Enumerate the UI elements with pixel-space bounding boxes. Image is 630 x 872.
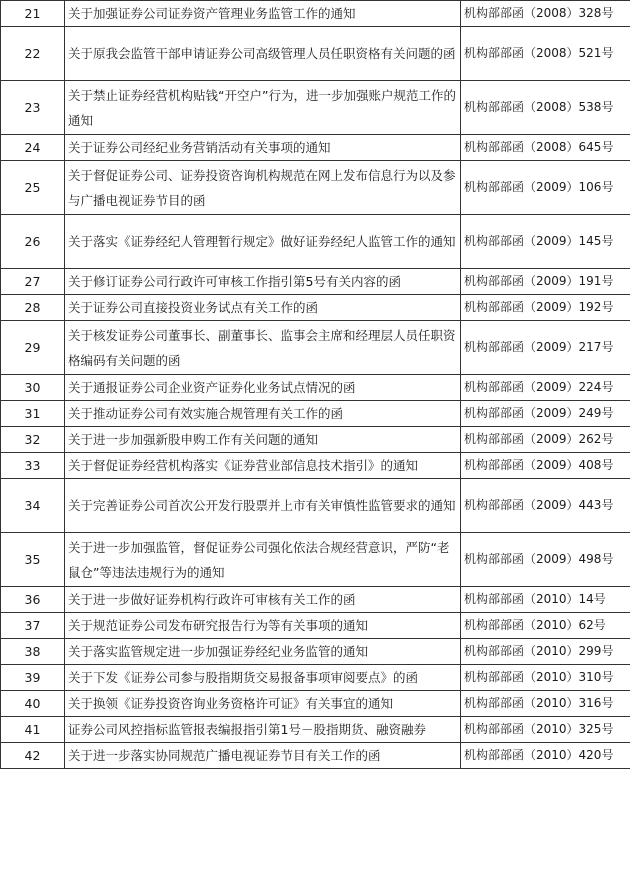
document-title: 关于督促证券公司、证券投资咨询机构规范在网上发布信息行为以及参与广播电视证券节目的函 [65, 161, 461, 215]
document-number: 机构部部函（2009）145号 [461, 215, 630, 269]
regulation-table-body [1, 1, 630, 769]
table-row [1, 135, 630, 161]
table-row [1, 321, 630, 375]
document-title: 关于督促证券经营机构落实《证券营业部信息技术指引》的通知 [65, 453, 461, 479]
table-row [1, 295, 630, 321]
row-number: 36 [1, 587, 65, 613]
document-number: 机构部部函（2010）299号 [461, 639, 630, 665]
document-number: 机构部部函（2009）106号 [461, 161, 630, 215]
row-number: 23 [1, 81, 65, 135]
row-number: 27 [1, 269, 65, 295]
document-title: 关于进一步加强新股申购工作有关问题的通知 [65, 427, 461, 453]
table-row [1, 717, 630, 743]
table-row [1, 479, 630, 533]
row-number: 33 [1, 453, 65, 479]
table-row [1, 587, 630, 613]
document-number: 机构部部函（2009）443号 [461, 479, 630, 533]
row-number: 24 [1, 135, 65, 161]
document-number: 机构部部函（2008）538号 [461, 81, 630, 135]
document-title: 关于证券公司经纪业务营销活动有关事项的通知 [65, 135, 461, 161]
document-number: 机构部部函（2010）316号 [461, 691, 630, 717]
table-row [1, 691, 630, 717]
document-number: 机构部部函（2009）224号 [461, 375, 630, 401]
document-title: 关于下发《证券公司参与股指期货交易报备事项审阅要点》的函 [65, 665, 461, 691]
row-number: 35 [1, 533, 65, 587]
document-number: 机构部部函（2009）191号 [461, 269, 630, 295]
row-number: 31 [1, 401, 65, 427]
document-title: 关于通报证券公司企业资产证券化业务试点情况的函 [65, 375, 461, 401]
row-number: 37 [1, 613, 65, 639]
document-number: 机构部部函（2008）328号 [461, 1, 630, 27]
document-number: 机构部部函（2009）217号 [461, 321, 630, 375]
row-number: 30 [1, 375, 65, 401]
table-row [1, 1, 630, 27]
document-title: 关于落实《证券经纪人管理暂行规定》做好证券经纪人监管工作的通知 [65, 215, 461, 269]
table-row [1, 27, 630, 81]
table-row [1, 81, 630, 135]
row-number: 40 [1, 691, 65, 717]
document-title: 关于推动证券公司有效实施合规管理有关工作的函 [65, 401, 461, 427]
document-number: 机构部部函（2009）408号 [461, 453, 630, 479]
document-number: 机构部部函（2009）262号 [461, 427, 630, 453]
table-row [1, 401, 630, 427]
document-title: 关于完善证券公司首次公开发行股票并上市有关审慎性监管要求的通知 [65, 479, 461, 533]
row-number: 29 [1, 321, 65, 375]
document-number: 机构部部函（2008）521号 [461, 27, 630, 81]
document-title: 关于修订证券公司行政许可审核工作指引第5号有关内容的函 [65, 269, 461, 295]
table-row [1, 533, 630, 587]
document-title: 关于禁止证券经营机构贴钱“开空户”行为，进一步加强账户规范工作的通知 [65, 81, 461, 135]
document-title: 关于核发证券公司董事长、副董事长、监事会主席和经理层人员任职资格编码有关问题的函 [65, 321, 461, 375]
table-row [1, 427, 630, 453]
document-title: 关于规范证券公司发布研究报告行为等有关事项的通知 [65, 613, 461, 639]
table-row [1, 453, 630, 479]
table-row [1, 161, 630, 215]
document-title: 关于证券公司直接投资业务试点有关工作的函 [65, 295, 461, 321]
document-number: 机构部部函（2010）14号 [461, 587, 630, 613]
document-number: 机构部部函（2010）310号 [461, 665, 630, 691]
document-number: 机构部部函（2008）645号 [461, 135, 630, 161]
table-row [1, 665, 630, 691]
row-number: 22 [1, 27, 65, 81]
document-title: 关于原我会监管干部申请证券公司高级管理人员任职资格有关问题的函 [65, 27, 461, 81]
row-number: 25 [1, 161, 65, 215]
table-row [1, 375, 630, 401]
document-number: 机构部部函（2009）192号 [461, 295, 630, 321]
table-row [1, 743, 630, 769]
document-title: 关于进一步落实协同规范广播电视证券节目有关工作的函 [65, 743, 461, 769]
row-number: 21 [1, 1, 65, 27]
row-number: 41 [1, 717, 65, 743]
table-row [1, 269, 630, 295]
document-number: 机构部部函（2009）498号 [461, 533, 630, 587]
row-number: 32 [1, 427, 65, 453]
document-number: 机构部部函（2010）62号 [461, 613, 630, 639]
row-number: 39 [1, 665, 65, 691]
row-number: 42 [1, 743, 65, 769]
row-number: 26 [1, 215, 65, 269]
document-title: 证券公司风控指标监管报表编报指引第1号－股指期货、融资融券 [65, 717, 461, 743]
document-number: 机构部部函（2010）420号 [461, 743, 630, 769]
table-row [1, 613, 630, 639]
row-number: 34 [1, 479, 65, 533]
document-title: 关于落实监管规定进一步加强证券经纪业务监管的通知 [65, 639, 461, 665]
table-row [1, 215, 630, 269]
document-title: 关于加强证券公司证券资产管理业务监管工作的通知 [65, 1, 461, 27]
row-number: 28 [1, 295, 65, 321]
document-number: 机构部部函（2009）249号 [461, 401, 630, 427]
table-row [1, 639, 630, 665]
row-number: 38 [1, 639, 65, 665]
document-title: 关于进一步加强监管，督促证券公司强化依法合规经营意识，严防“老鼠仓”等违法违规行为的通知 [65, 533, 461, 587]
document-title: 关于换领《证券投资咨询业务资格许可证》有关事宜的通知 [65, 691, 461, 717]
document-number: 机构部部函（2010）325号 [461, 717, 630, 743]
document-title: 关于进一步做好证券机构行政许可审核有关工作的函 [65, 587, 461, 613]
